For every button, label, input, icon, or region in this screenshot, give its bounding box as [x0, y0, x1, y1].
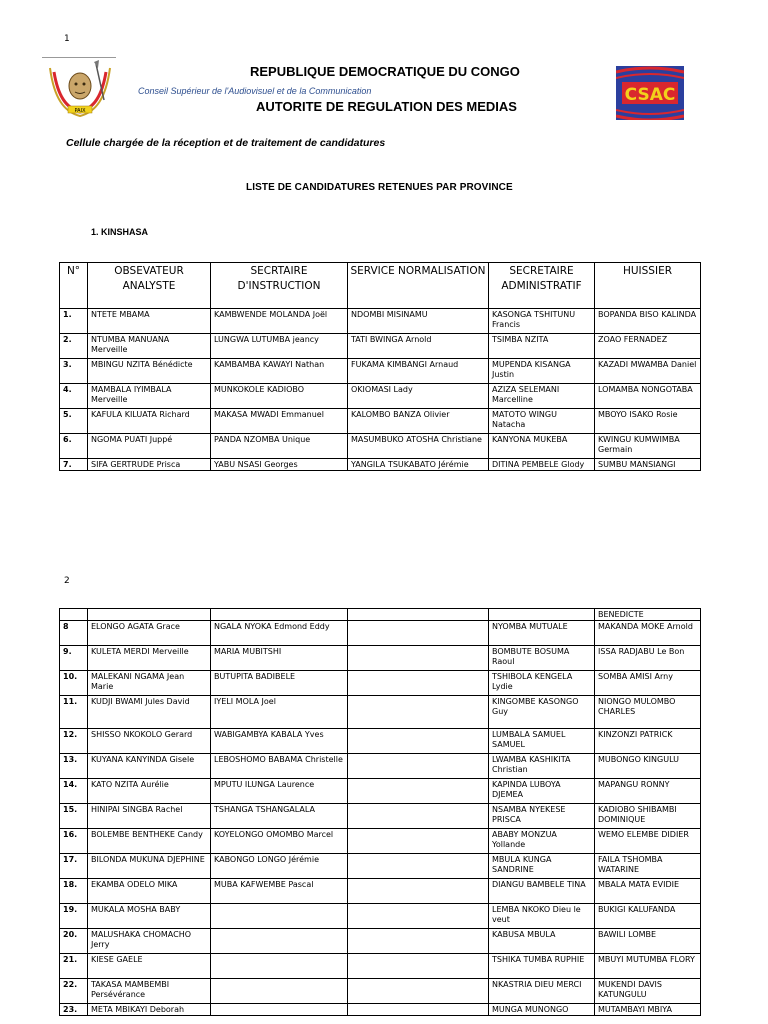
row-number-cell: 9.: [60, 646, 88, 671]
table-cell: EKAMBA ODELO MIKA: [88, 879, 211, 904]
row-number-cell: 19.: [60, 904, 88, 929]
coat-of-arms-icon: [44, 60, 116, 120]
table-row: [60, 384, 701, 409]
table-cell: LUMBALA SAMUEL SAMUEL: [489, 729, 595, 754]
table-cell: MALUSHAKA CHOMACHO Jerry: [88, 929, 211, 954]
table-cell: FUKAMA KIMBANGI Arnaud: [348, 359, 489, 384]
page-number: 1: [64, 34, 70, 44]
table-cell: NTETE MBAMA: [88, 309, 211, 334]
table-cell: [211, 954, 348, 979]
row-number-cell: 11.: [60, 696, 88, 729]
table-cell: [348, 1004, 489, 1016]
authority-title: AUTORITE DE REGULATION DES MEDIAS: [256, 99, 517, 114]
table-cell: KOYELONGO OMOMBO Marcel: [211, 829, 348, 854]
table-cell: KADIOBO SHIBAMBI DOMINIQUE: [595, 804, 701, 829]
row-number-cell: 13.: [60, 754, 88, 779]
table-cell: SOMBA AMISI Arny: [595, 671, 701, 696]
table-cell: SUMBU MANSIANGI: [595, 459, 701, 471]
row-number-cell: 16.: [60, 829, 88, 854]
table-cell: NTUMBA MANUANA Merveille: [88, 334, 211, 359]
table-cell: DITINA PEMBELE Glody: [489, 459, 595, 471]
row-number-cell: 1.: [60, 309, 88, 334]
table-cell: MAPANGU RONNY: [595, 779, 701, 804]
table-cell: NSAMBA NYEKESE PRISCA: [489, 804, 595, 829]
table-cell: MUTAMBAYI MBIYA: [595, 1004, 701, 1016]
table-cell: NGOMA PUATI Juppé: [88, 434, 211, 459]
logo-text: CSAC: [624, 85, 676, 105]
table-cell: [348, 779, 489, 804]
table-cell: TSIMBA NZITA: [489, 334, 595, 359]
table-cell: BILONDA MUKUNA DJEPHINE: [88, 854, 211, 879]
table-row: [60, 409, 701, 434]
table-cell: MBUYI MUTUMBA FLORY: [595, 954, 701, 979]
table-cell: KASONGA TSHITUNU Francis: [489, 309, 595, 334]
table-cell: KAZADI MWAMBA Daniel: [595, 359, 701, 384]
table-cell: DIANGU BAMBELE TINA: [489, 879, 595, 904]
table-cell: MUKENDI DAVIS KATUNGULU: [595, 979, 701, 1004]
table-cell: BUTUPITA BADIBELE: [211, 671, 348, 696]
table-row: [60, 646, 701, 671]
table-row: [60, 309, 701, 334]
table-cell: MUBA KAFWEMBE Pascal: [211, 879, 348, 904]
table-cell: [348, 954, 489, 979]
row-number-cell: 17.: [60, 854, 88, 879]
table-cell: WEMO ELEMBE DIDIER: [595, 829, 701, 854]
table-cell: HINIPAI SINGBA Rachel: [88, 804, 211, 829]
table-row: [60, 854, 701, 879]
table-cell: MUPENDA KISANGA Justin: [489, 359, 595, 384]
table-cell: LEBOSHOMO BABAMA Christelle: [211, 754, 348, 779]
row-number-cell: 4.: [60, 384, 88, 409]
row-number-cell: 20.: [60, 929, 88, 954]
table-cell: FAILA TSHOMBA WATARINE: [595, 854, 701, 879]
table-cell: ZOAO FERNADEZ: [595, 334, 701, 359]
table-cell: [348, 829, 489, 854]
table-cell: BAWILI LOMBE: [595, 929, 701, 954]
table-cell: MUBONGO KINGULU: [595, 754, 701, 779]
table-cell: AZIZA SELEMANI Marcelline: [489, 384, 595, 409]
row-number-cell: [60, 609, 88, 621]
table-cell: [211, 979, 348, 1004]
table-cell: ABABY MONZUA Yollande: [489, 829, 595, 854]
table-cell: OKIOMASI Lady: [348, 384, 489, 409]
table-cell: MUKALA MOSHA BABY: [88, 904, 211, 929]
table-row: [60, 804, 701, 829]
table-cell: [348, 671, 489, 696]
table-cell: KWINGU KUMWIMBA Germain: [595, 434, 701, 459]
table-row: [60, 459, 701, 471]
table-cell: MALEKANI NGAMA Jean Marie: [88, 671, 211, 696]
table-cell: [348, 979, 489, 1004]
table-cell: [348, 804, 489, 829]
table-cell: MAKASA MWADI Emmanuel: [211, 409, 348, 434]
table-row: [60, 1004, 701, 1016]
table-cell: [348, 929, 489, 954]
column-header: HUISSIER: [595, 263, 701, 309]
table-cell: KINZONZI PATRICK: [595, 729, 701, 754]
table-cell: ELONGO AGATA Grace: [88, 621, 211, 646]
candidates-table-kinshasa: [59, 262, 701, 471]
table-cell: [348, 696, 489, 729]
row-number-cell: 18.: [60, 879, 88, 904]
column-header: N°: [60, 263, 88, 309]
table-cell: TATI BWINGA Arnold: [348, 334, 489, 359]
table-row: [60, 696, 701, 729]
table-cell: MBOYO ISAKO Rosie: [595, 409, 701, 434]
row-number-cell: 22.: [60, 979, 88, 1004]
table-cell: [88, 609, 211, 621]
table-row: [60, 879, 701, 904]
table-cell: WABIGAMBYA KABALA Yves: [211, 729, 348, 754]
row-number-cell: 10.: [60, 671, 88, 696]
row-number-cell: 5.: [60, 409, 88, 434]
row-number-cell: 12.: [60, 729, 88, 754]
table-cell: YANGILA TSUKABATO Jérémie: [348, 459, 489, 471]
table-row: [60, 671, 701, 696]
province-heading: 1. KINSHASA: [91, 227, 149, 237]
table-cell: [211, 929, 348, 954]
table-cell: TSHIBOLA KENGELA Lydie: [489, 671, 595, 696]
table-cell: MBINGU NZITA Bénédicte: [88, 359, 211, 384]
table-cell: MAMBALA IYIMBALA Merveille: [88, 384, 211, 409]
table-cell: BOMBUTE BOSUMA Raoul: [489, 646, 595, 671]
row-number-cell: 2.: [60, 334, 88, 359]
table-cell: SHISSO NKOKOLO Gerard: [88, 729, 211, 754]
table-cell: NYOMBA MUTUALE: [489, 621, 595, 646]
row-number-cell: 23.: [60, 1004, 88, 1016]
table-cell: MUNKOKOLE KADIOBO: [211, 384, 348, 409]
emblem-motto: PAIX: [74, 108, 86, 114]
table-cell: KUDJI BWAMI Jules David: [88, 696, 211, 729]
table-cell: [211, 1004, 348, 1016]
row-number-cell: 3.: [60, 359, 88, 384]
cellule-heading: Cellule chargée de la réception et de traitement de candidatures: [66, 137, 386, 149]
table-cell: BOPANDA BISO KALINDA: [595, 309, 701, 334]
table-cell: BENEDICTE: [595, 609, 701, 621]
table-row: [60, 359, 701, 384]
table-cell: [348, 729, 489, 754]
table-cell: MPUTU ILUNGA Laurence: [211, 779, 348, 804]
table-cell: LOMAMBA NONGOTABA: [595, 384, 701, 409]
table-cell: META MBIKAYI Deborah: [88, 1004, 211, 1016]
table-cell: NDOMBI MISINAMU: [348, 309, 489, 334]
table-row: [60, 829, 701, 854]
table-row: [60, 929, 701, 954]
table-cell: [348, 854, 489, 879]
table-cell: LEMBA NKOKO Dieu le veut: [489, 904, 595, 929]
table-cell: MBULA KUNGA SANDRINE: [489, 854, 595, 879]
table-cell: LWAMBA KASHIKITA Christian: [489, 754, 595, 779]
page-number: 2: [64, 576, 70, 586]
table-cell: KIESE GAELE: [88, 954, 211, 979]
table-cell: KALOMBO BANZA Olivier: [348, 409, 489, 434]
table-header-row: [60, 263, 701, 309]
table-row: [60, 729, 701, 754]
table-cell: KAMBWENDE MOLANDA Joël: [211, 309, 348, 334]
column-header: SERVICE NORMALISATION: [348, 263, 489, 309]
row-number-cell: 15.: [60, 804, 88, 829]
table-cell: [211, 904, 348, 929]
table-cell: MAKANDA MOKE Arnold: [595, 621, 701, 646]
table-row: [60, 434, 701, 459]
table-cell: TAKASA MAMBEMBI Persévérance: [88, 979, 211, 1004]
table-cell: ISSA RADJABU Le Bon: [595, 646, 701, 671]
table-cell: PANDA NZOMBA Unique: [211, 434, 348, 459]
table-cell: YABU NSASI Georges: [211, 459, 348, 471]
table-cell: LUNGWA LUTUMBA jeancy: [211, 334, 348, 359]
table-cell: [348, 621, 489, 646]
table-row: [60, 954, 701, 979]
table-cell: TSHANGA TSHANGALALA: [211, 804, 348, 829]
header-rule: [42, 57, 116, 58]
table-row: [60, 979, 701, 1004]
country-title: REPUBLIQUE DEMOCRATIQUE DU CONGO: [250, 64, 520, 79]
table-cell: IYELI MOLA Joel: [211, 696, 348, 729]
table-cell: NGALA NYOKA Edmond Eddy: [211, 621, 348, 646]
table-row: [60, 334, 701, 359]
table-row: [60, 779, 701, 804]
table-cell: MATOTO WINGU Natacha: [489, 409, 595, 434]
table-cell: TSHIKA TUMBA RUPHIE: [489, 954, 595, 979]
table-cell: [348, 609, 489, 621]
table-cell: [348, 879, 489, 904]
table-cell: KAPINDA LUBOYA DJEMEA: [489, 779, 595, 804]
table-cell: KAMBAMBA KAWAYI Nathan: [211, 359, 348, 384]
table-cell: SIFA GERTRUDE Prisca: [88, 459, 211, 471]
table-row: [60, 621, 701, 646]
table-row: [60, 754, 701, 779]
table-cell: [489, 609, 595, 621]
column-header: OBSEVATEUR ANALYSTE: [88, 263, 211, 309]
candidates-table-kinshasa-continued: [59, 608, 701, 1016]
table-cell: MUNGA MUNONGO: [489, 1004, 595, 1016]
table-cell: KINGOMBE KASONGO Guy: [489, 696, 595, 729]
column-header: SECRETAIRE ADMINISTRATIF: [489, 263, 595, 309]
table-row: [60, 904, 701, 929]
table-cell: NIONGO MULOMBO CHARLES: [595, 696, 701, 729]
table-cell: [348, 646, 489, 671]
table-cell: NKASTRIA DIEU MERCI: [489, 979, 595, 1004]
table-cell: [348, 904, 489, 929]
row-number-cell: 8: [60, 621, 88, 646]
table-cell: [348, 754, 489, 779]
table-cell: MARIA MUBITSHI: [211, 646, 348, 671]
table-cell: KABUSA MBULA: [489, 929, 595, 954]
table-cell: KULETA MERDI Merveille: [88, 646, 211, 671]
table-cell: KABONGO LONGO Jérémie: [211, 854, 348, 879]
table-cell: KUYANA KANYINDA Gisele: [88, 754, 211, 779]
table-cell: BOLEMBE BENTHEKE Candy: [88, 829, 211, 854]
csac-logo: [616, 66, 684, 120]
column-header: SECRTAIRE D'INSTRUCTION: [211, 263, 348, 309]
row-number-cell: 6.: [60, 434, 88, 459]
list-title: LISTE DE CANDIDATURES RETENUES PAR PROVINCE: [246, 182, 513, 193]
table-cell: KAFULA KILUATA Richard: [88, 409, 211, 434]
row-number-cell: 21.: [60, 954, 88, 979]
table-cell: BUKIGI KALUFANDA: [595, 904, 701, 929]
table-row: [60, 609, 701, 621]
row-number-cell: 14.: [60, 779, 88, 804]
table-cell: [211, 609, 348, 621]
table-cell: KANYONA MUKEBA: [489, 434, 595, 459]
table-cell: MASUMBUKO ATOSHA Christiane: [348, 434, 489, 459]
table-cell: KATO NZITA Aurélie: [88, 779, 211, 804]
table-cell: MBALA MATA EVIDIE: [595, 879, 701, 904]
council-subtitle: Conseil Supérieur de l'Audiovisuel et de la Communication: [138, 86, 372, 96]
row-number-cell: 7.: [60, 459, 88, 471]
